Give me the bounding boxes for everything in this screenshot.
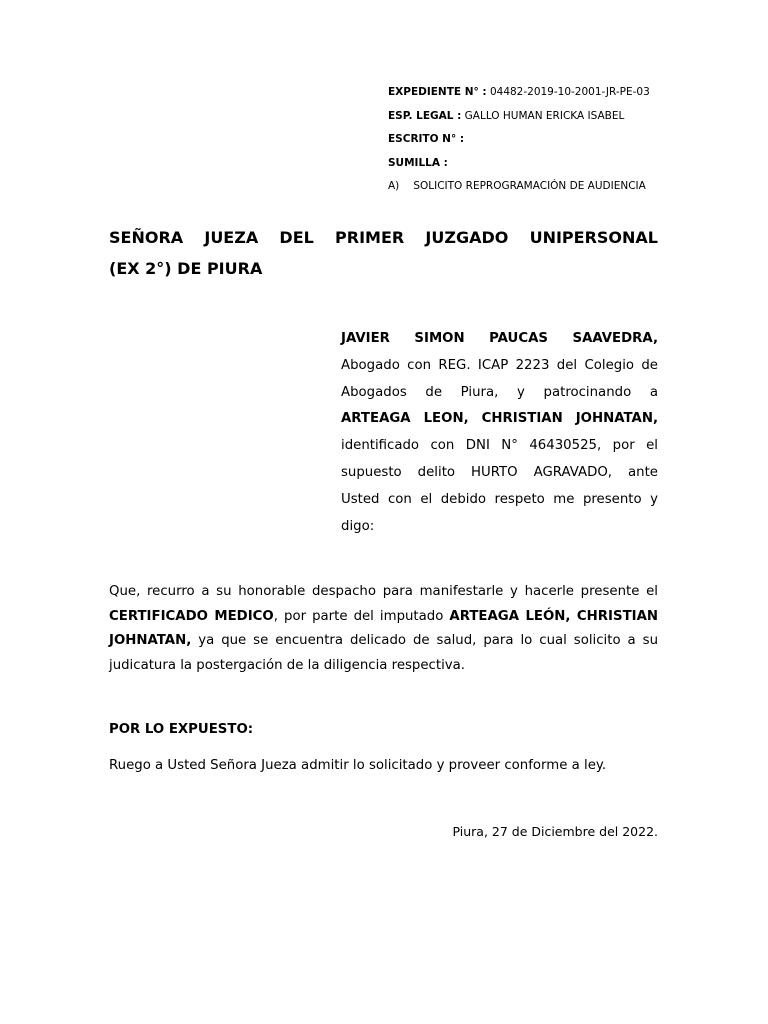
intro-line-8: digo: [341, 518, 375, 534]
client-name: ARTEAGA LEON, CHRISTIAN JOHNATAN, [341, 411, 658, 427]
ruego-statement: Ruego a Usted Señora Jueza admitir lo solicitado y proveer conforme a ley. [109, 758, 607, 773]
body-line-3-rest: ya que se encuentra delicado de salud, para lo cual solicito a su [191, 633, 658, 648]
intro-line-3: Abogados de Piura, y patrocinando a [341, 384, 658, 400]
case-header [388, 84, 688, 202]
addressee-title [109, 222, 658, 284]
escrito-line [388, 131, 688, 155]
intro-line-6: supuesto delito HURTO AGRAVADO, ante [341, 464, 658, 480]
esp-legal-label: ESP. LEGAL : [388, 109, 462, 122]
sumilla-line [388, 155, 688, 179]
intro-line-7: Usted con el debido respeto me presento y [341, 491, 658, 507]
imputado-name-part-2: JOHNATAN, [109, 633, 192, 648]
lawyer-name: JAVIER SIMON PAUCAS SAAVEDRA, [341, 331, 658, 346]
body-line-4: judicatura la postergación de la diligencia respectiva. [109, 657, 466, 673]
expediente-line [388, 84, 688, 108]
title-line-2: (EX 2°) DE PIURA [109, 259, 263, 278]
expediente-value: 04482-2019-10-2001-JR-PE-03 [489, 86, 650, 98]
sumilla-item-text: SOLICITO REPROGRAMACIÓN DE AUDIENCIA [413, 180, 646, 192]
title-line-1: SEÑORA JUEZA DEL PRIMER JUZGADO UNIPERSONAL [109, 228, 658, 247]
sumilla-item-marker: A) [388, 180, 400, 192]
request-paragraph [109, 580, 658, 678]
escrito-label: ESCRITO N° : [388, 133, 465, 145]
introduction-block [341, 326, 658, 540]
place-date: Piura, 27 de Diciembre del 2022. [452, 824, 658, 839]
certificado-medico: CERTIFICADO MEDICO [109, 608, 274, 624]
body-line-2-mid: , por parte del imputado [273, 608, 450, 624]
intro-line-5: identificado con DNI N° 46430525, por el [341, 438, 658, 454]
sumilla-label: SUMILLA : [388, 156, 448, 169]
body-line-2 [109, 605, 658, 630]
body-line-3 [109, 629, 658, 654]
por-lo-expuesto-heading: POR LO EXPUESTO: [109, 722, 254, 737]
body-line-1: Que, recurro a su honorable despacho para manifestarle y hacerle presente el [109, 584, 658, 599]
sumilla-item [388, 178, 688, 202]
esp-legal-value: GALLO HUMAN ERICKA ISABEL [464, 109, 625, 122]
intro-line-2: Abogado con REG. ICAP 2223 del Colegio de [341, 357, 658, 373]
expediente-label: EXPEDIENTE N° : [388, 86, 487, 98]
esp-legal-line [388, 108, 688, 132]
imputado-name-part-1: ARTEAGA LEÓN, CHRISTIAN [449, 608, 659, 624]
